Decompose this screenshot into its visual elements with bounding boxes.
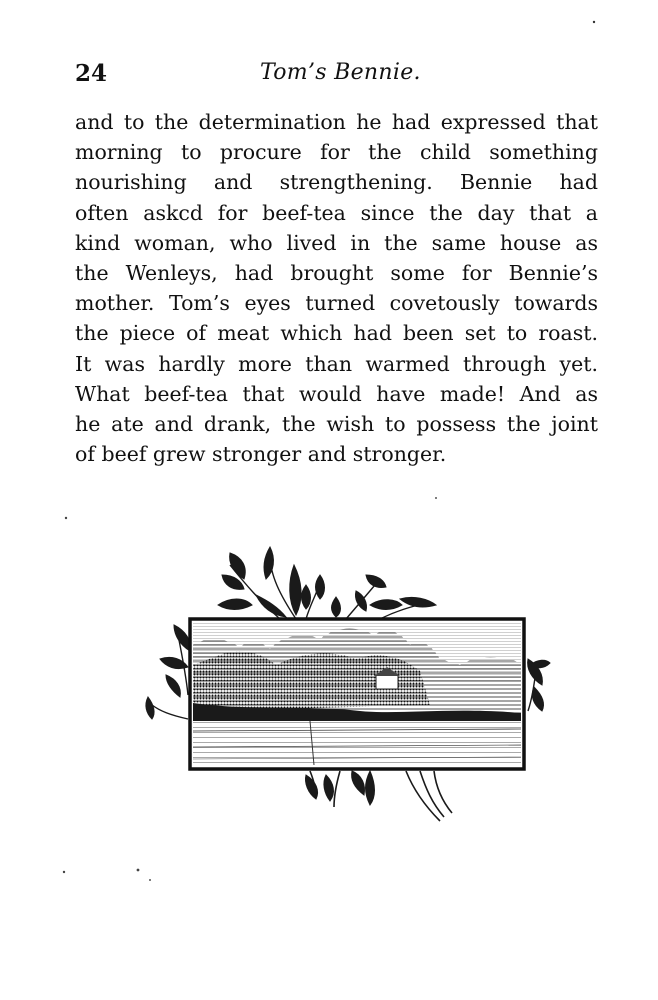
page-header bbox=[75, 60, 600, 94]
landscape-engraving-icon bbox=[130, 535, 560, 830]
text-line: of beef grew stronger and stronger. bbox=[75, 442, 447, 467]
text-line: and to the determination he had expressed that bbox=[75, 110, 598, 134]
text-line: mother. Tom’s eyes turned covetously towards bbox=[75, 291, 598, 316]
text-line: nourishing and strengthening. Bennie had bbox=[75, 170, 598, 195]
text-line: morning to procure for the child something bbox=[75, 140, 598, 165]
body-text bbox=[75, 107, 598, 469]
text-line: the Wenleys, had brought some for Bennie’s bbox=[75, 260, 598, 285]
text-line: the piece of meat which had been set to roast. bbox=[75, 321, 598, 346]
engraved-landscape bbox=[193, 622, 521, 766]
running-title: Tom’s Bennie. bbox=[260, 60, 421, 85]
page-number: 24 bbox=[75, 60, 108, 87]
text-line: kind woman, who lived in the same house as bbox=[75, 230, 598, 255]
text-line: What beef-tea that would have made! And as bbox=[75, 381, 598, 406]
text-line: often askcd for beef-tea since the day that a bbox=[75, 200, 598, 225]
text-line: he ate and drank, the wish to possess the joint bbox=[75, 411, 598, 436]
text-line: It was hardly more than warmed through yet. bbox=[75, 351, 598, 376]
